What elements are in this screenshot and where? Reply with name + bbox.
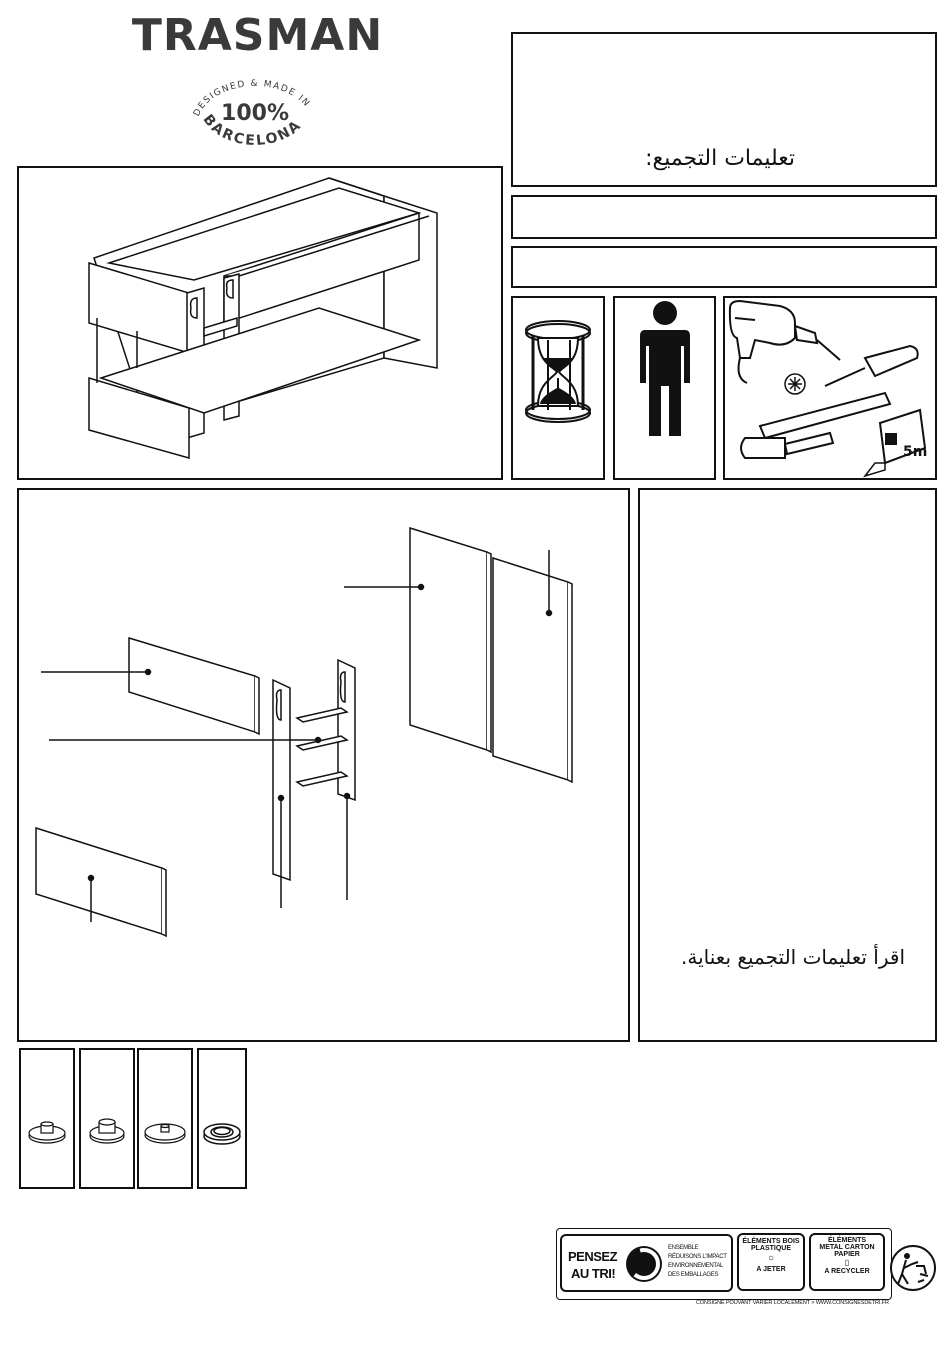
pensez-au-tri-block [560,1234,733,1292]
cam-fitting-icon [21,1050,73,1187]
hardware-box-4 [197,1048,247,1189]
hardware-box-3 [137,1048,193,1189]
recycling-label [556,1228,892,1300]
svg-text:BARCELONA: BARCELONA [199,111,306,150]
info-box-1 [511,195,937,239]
time-box [511,296,605,480]
au-tri-text: AU TRI! [571,1266,616,1281]
instructions-info-box [638,488,937,1042]
hardware-box-2 [79,1048,135,1189]
bin-icon: ▯ [844,1258,850,1267]
svg-text:DESIGNED & MADE IN: DESIGNED & MADE IN [191,78,312,119]
hardware-box-1 [19,1048,75,1189]
metal-carton-block: ÉLÉMENTS METAL CARTON PAPIER ▯ A RECYCLER [809,1233,885,1291]
tools-icon [725,298,935,478]
assembly-instructions-title: تعليمات التجميع: [645,146,795,171]
read-carefully-text: اقرأ تعليمات التجميع بعناية. [681,945,905,969]
bunk-bed-illustration [19,168,501,478]
green-dot-icon [624,1244,664,1284]
info-box-2 [511,246,937,288]
person-icon [615,298,714,478]
product-illustration-box [17,166,503,480]
barcelona-seal [185,78,325,158]
washer-icon [199,1050,245,1187]
svg-text:100%: 100% [221,101,289,126]
cam-fitting-icon [139,1050,191,1187]
brand-logo: TRASMAN [131,10,384,61]
bois-plastique-block: ÉLÉMENTS BOIS PLASTIQUE ○ A JETER [737,1233,805,1291]
tape-label: 5m [903,444,928,460]
impact-text: ENSEMBLE RÉDUISONS L'IMPACT ENVIRONNEMENTAL DES EMBALLAGES [668,1245,727,1278]
parts-exploded-box [17,488,630,1042]
cam-fitting-icon [81,1050,133,1187]
pensez-text: PENSEZ [568,1249,618,1264]
hourglass-icon [513,298,603,478]
persons-box [613,296,716,480]
title-box [511,32,937,187]
parts-diagram [19,490,628,1040]
trash-bag-icon: ○ [767,1253,775,1264]
consigne-text: CONSIGNE POUVANT VARIER LOCALEMENT > WWW.CONSIGNESDETRI.FR [696,1300,889,1306]
triman-icon [888,1244,938,1292]
tools-box [723,296,937,480]
